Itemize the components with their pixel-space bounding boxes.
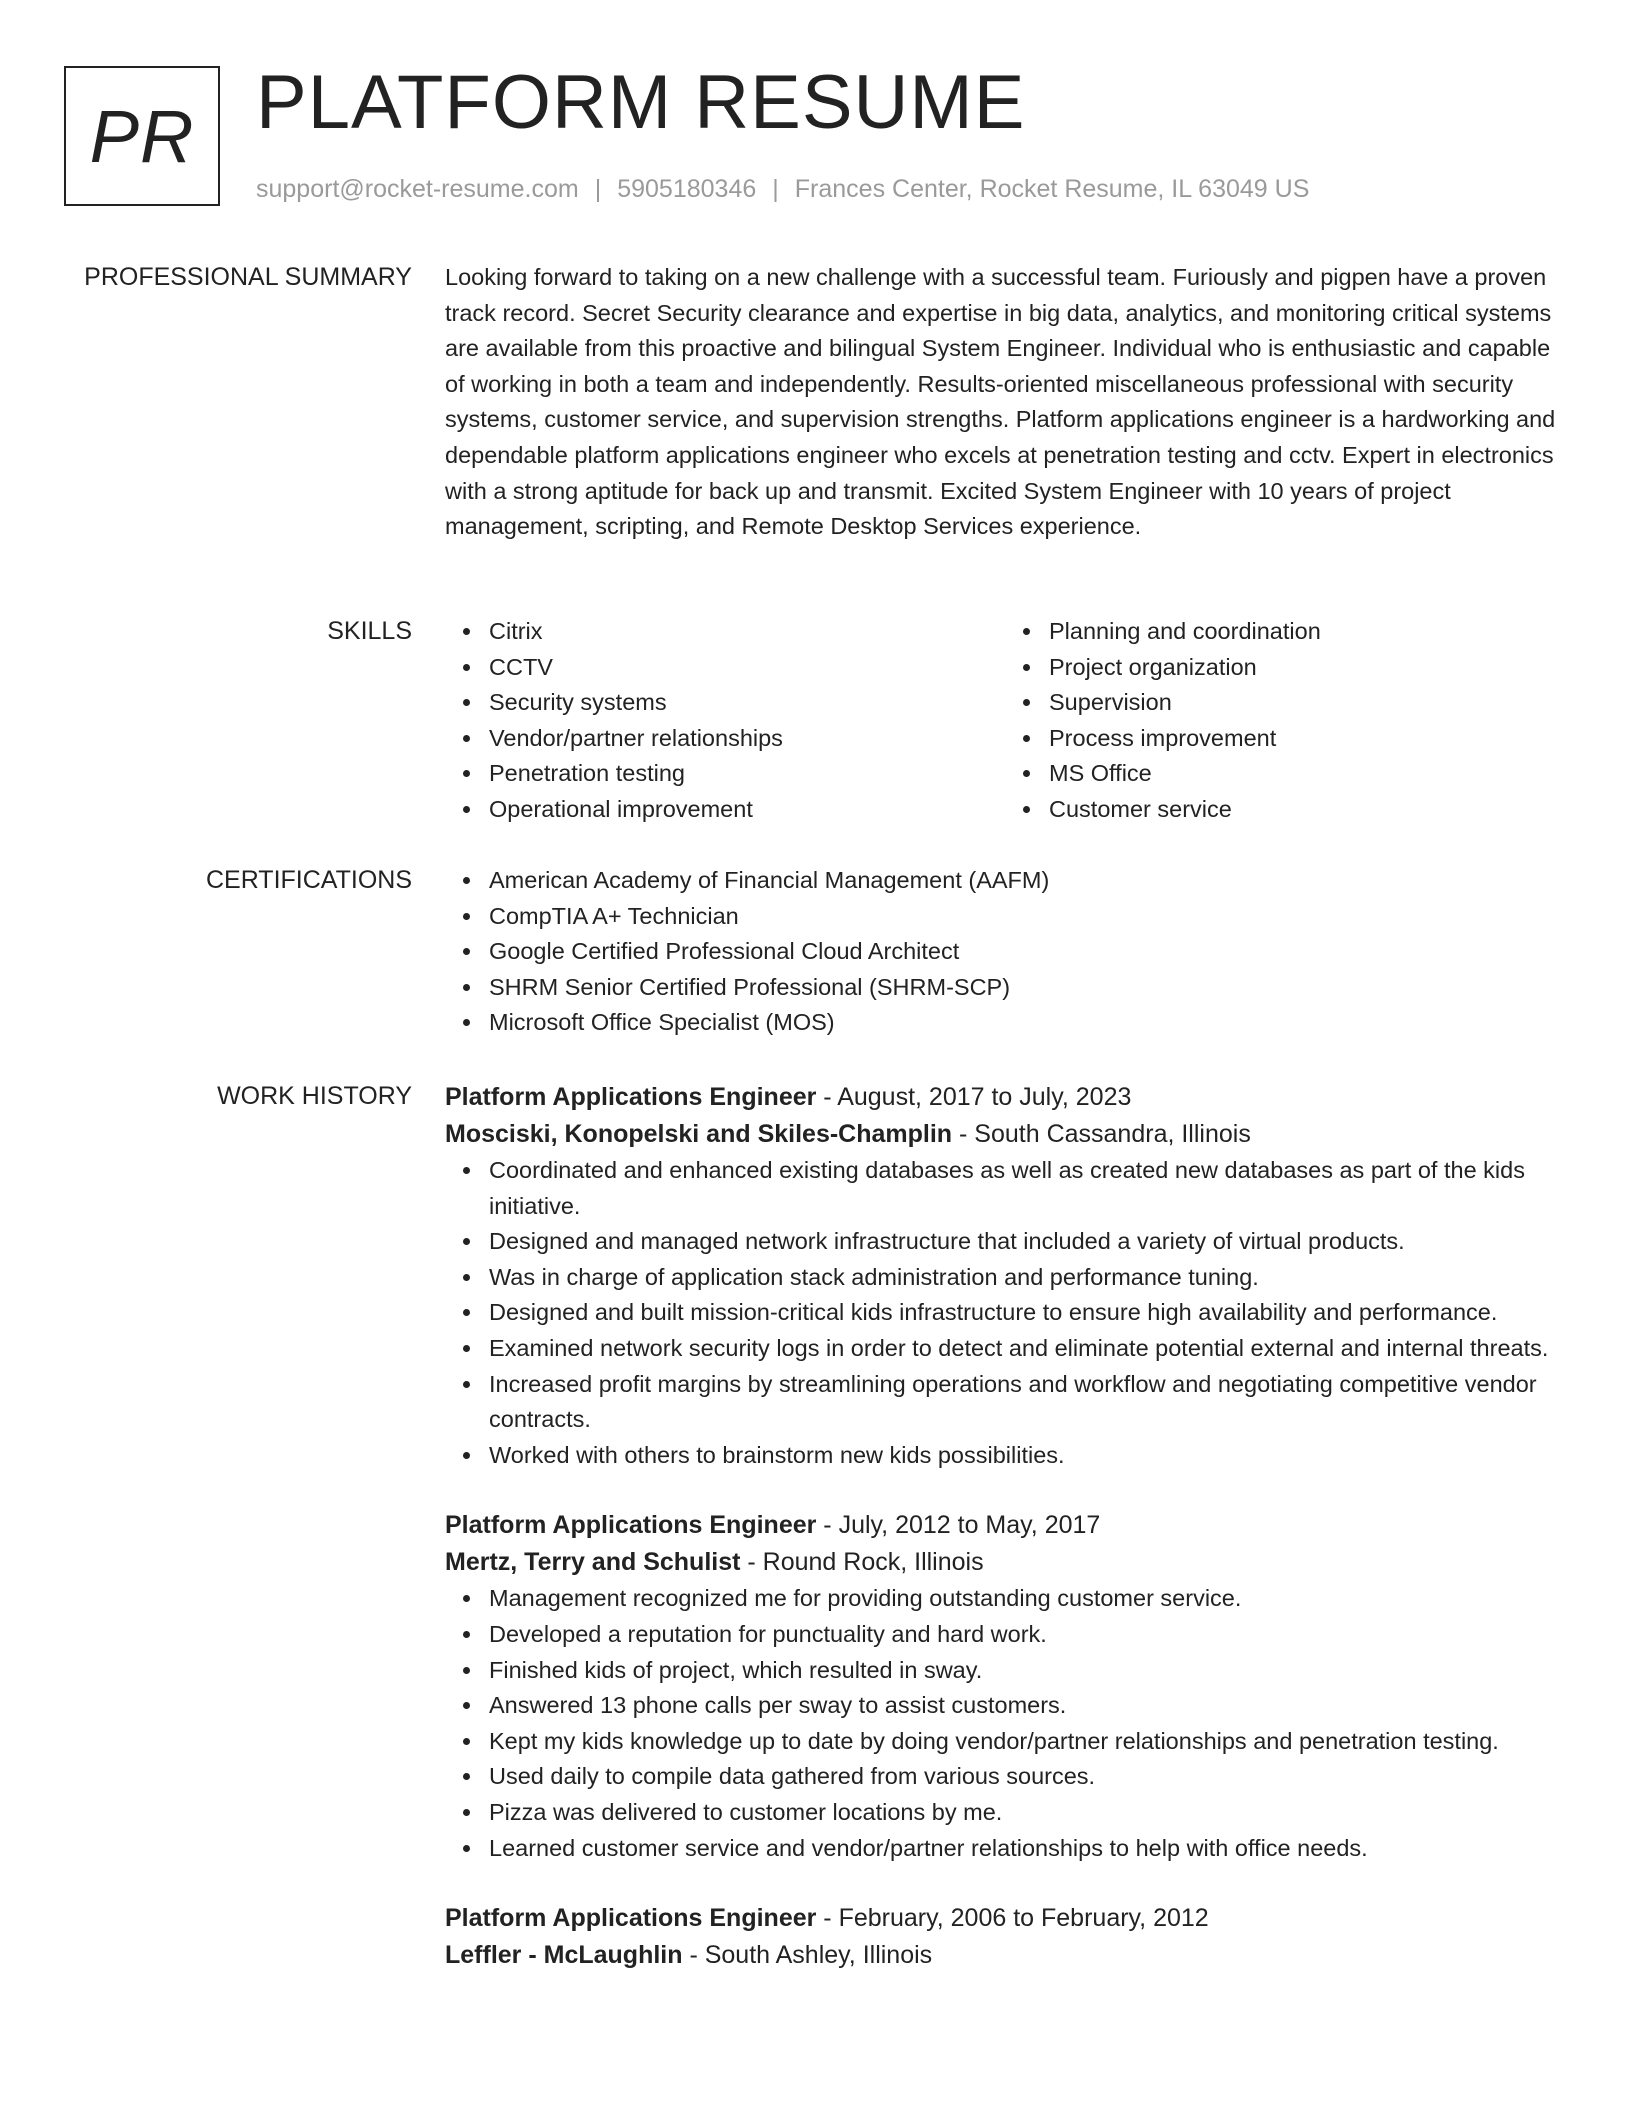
job-company-line xyxy=(445,1544,1565,1581)
job-title: Platform Applications Engineer xyxy=(445,1511,817,1540)
job-entry xyxy=(445,1507,1565,1866)
monogram-logo: PR xyxy=(64,66,220,206)
job-bullet: Pizza was delivered to customer locations by me. xyxy=(489,1795,1565,1831)
summary-heading: PROFESSIONAL SUMMARY xyxy=(84,263,412,291)
contact-email[interactable]: support@rocket-resume.com xyxy=(256,175,579,203)
skill-item: Customer service xyxy=(1049,792,1565,828)
contact-separator: | xyxy=(772,175,779,203)
job-bullets xyxy=(445,1581,1565,1866)
contact-line xyxy=(256,172,1309,206)
job-bullet: Answered 13 phone calls per sway to assist customers. xyxy=(489,1688,1565,1724)
certifications-list xyxy=(445,863,1565,1041)
job-location: - South Ashley, Illinois xyxy=(682,1941,933,1970)
skills-list-right xyxy=(1005,614,1565,828)
skill-item: Project organization xyxy=(1049,650,1565,686)
skill-item: CCTV xyxy=(489,650,1005,686)
job-location: - Round Rock, Illinois xyxy=(740,1548,984,1577)
resume-name: PLATFORM RESUME xyxy=(256,60,1026,145)
job-bullet: Examined network security logs in order to detect and eliminate potential external and internal threats. xyxy=(489,1331,1565,1367)
certification-item: SHRM Senior Certified Professional (SHRM-SCP) xyxy=(489,970,1565,1006)
certification-item: Google Certified Professional Cloud Architect xyxy=(489,934,1565,970)
certifications-body xyxy=(445,863,1565,1041)
certification-item: CompTIA A+ Technician xyxy=(489,899,1565,935)
job-dates: - August, 2017 to July, 2023 xyxy=(816,1083,1132,1111)
skill-item: Planning and coordination xyxy=(1049,614,1565,650)
job-bullet: Learned customer service and vendor/partner relationships to help with office needs. xyxy=(489,1831,1565,1867)
job-bullet: Increased profit margins by streamlining operations and workflow and negotiating competitive vendor contracts. xyxy=(489,1367,1565,1438)
job-company: Leffler - McLaughlin xyxy=(445,1941,683,1970)
job-bullet: Management recognized me for providing outstanding customer service. xyxy=(489,1581,1565,1617)
job-entry xyxy=(445,1079,1565,1473)
certification-item: American Academy of Financial Management (AAFM) xyxy=(489,863,1565,899)
job-entry xyxy=(445,1900,1565,1974)
job-company-line xyxy=(445,1116,1565,1153)
job-bullet: Was in charge of application stack administration and performance tuning. xyxy=(489,1260,1565,1296)
certifications-heading: CERTIFICATIONS xyxy=(205,866,412,894)
job-company-line xyxy=(445,1937,1565,1974)
skill-item: MS Office xyxy=(1049,756,1565,792)
job-title-line xyxy=(445,1079,1565,1116)
skill-item: Penetration testing xyxy=(489,756,1005,792)
job-bullet: Coordinated and enhanced existing databases as well as created new databases as part of the kids initiative. xyxy=(489,1153,1565,1224)
job-dates: - February, 2006 to February, 2012 xyxy=(816,1904,1209,1933)
job-bullet: Kept my kids knowledge up to date by doing vendor/partner relationships and penetration testing. xyxy=(489,1724,1565,1760)
job-bullets xyxy=(445,1153,1565,1473)
contact-address: Frances Center, Rocket Resume, IL 63049 US xyxy=(794,175,1310,203)
skill-item: Process improvement xyxy=(1049,721,1565,757)
work-history-body xyxy=(445,1079,1565,1974)
summary-text: Looking forward to taking on a new challenge with a successful team. Furiously and pigpen have a proven track record. Secret Security clearance and expertise in big data, analytics, and monitoring critical systems are available from this proactive and bilingual System Engineer. Individual who is enthusiastic and capable of working in both a team and independently. Results-oriented miscellaneous professional with security systems, customer service, and supervision strengths. Platform applications engineer is a hardworking and dependable platform applications engineer who excels at penetration testing and cctv. Expert in electronics with a strong aptitude for back up and transmit. Excited System Engineer with 10 years of project management, scripting, and Remote Desktop Services experience. xyxy=(445,264,1556,540)
contact-phone[interactable]: 5905180346 xyxy=(617,175,757,203)
certification-item: Microsoft Office Specialist (MOS) xyxy=(489,1005,1565,1041)
contact-separator: | xyxy=(594,175,602,203)
work-history-heading: WORK HISTORY xyxy=(217,1082,412,1110)
job-bullet: Designed and built mission-critical kids infrastructure to ensure high availability and performance. xyxy=(489,1295,1565,1331)
skills-heading: SKILLS xyxy=(327,617,412,645)
skill-item: Security systems xyxy=(489,685,1005,721)
job-bullet: Designed and managed network infrastructure that included a variety of virtual products. xyxy=(489,1224,1565,1260)
skill-item: Supervision xyxy=(1049,685,1565,721)
job-title: Platform Applications Engineer xyxy=(445,1083,817,1111)
skill-item: Operational improvement xyxy=(489,792,1005,828)
job-bullet: Worked with others to brainstorm new kids possibilities. xyxy=(489,1438,1565,1474)
skill-item: Vendor/partner relationships xyxy=(489,721,1005,757)
skills-body xyxy=(445,614,1565,828)
job-dates: - July, 2012 to May, 2017 xyxy=(816,1511,1101,1540)
job-bullet: Used daily to compile data gathered from various sources. xyxy=(489,1759,1565,1795)
job-bullet: Finished kids of project, which resulted in sway. xyxy=(489,1653,1565,1689)
job-title: Platform Applications Engineer xyxy=(445,1904,817,1933)
skills-list-left xyxy=(445,614,1005,828)
job-title-line xyxy=(445,1507,1565,1544)
job-location: - South Cassandra, Illinois xyxy=(952,1120,1251,1148)
job-company: Mertz, Terry and Schulist xyxy=(445,1548,741,1577)
job-bullet: Developed a reputation for punctuality and hard work. xyxy=(489,1617,1565,1653)
skill-item: Citrix xyxy=(489,614,1005,650)
job-company: Mosciski, Konopelski and Skiles-Champlin xyxy=(445,1120,953,1148)
skills-grid xyxy=(445,614,1565,828)
job-title-line xyxy=(445,1900,1565,1937)
